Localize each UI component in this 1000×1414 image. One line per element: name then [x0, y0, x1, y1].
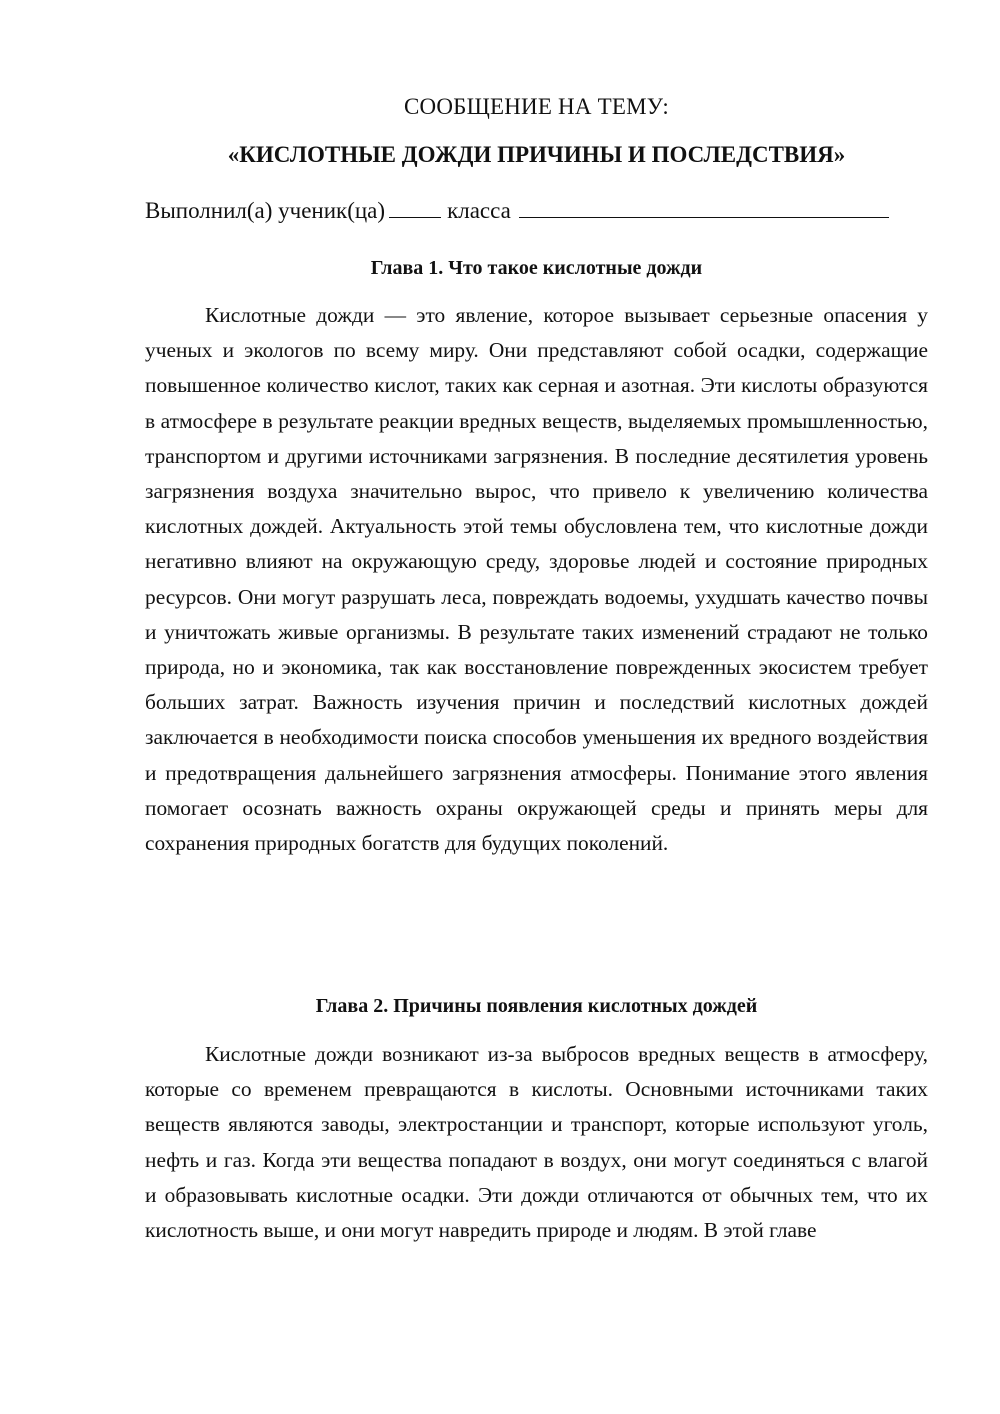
author-class-word: класса — [447, 198, 511, 223]
author-line — [145, 198, 928, 224]
chapter-1-title: Глава 1. Что такое кислотные дожди — [370, 257, 703, 279]
chapter-2-paragraph: Кислотные дожди возникают из-за выбросов вредных веществ в атмосферу, которые со временем превращаются в кислоты. Основными источниками таких веществ являются заводы, электростанции и транспорт, которые используют уголь, нефть и газ. Когда эти вещества попадают в воздух, они могут соединяться с влагой и образовывать кислотные осадки. Эти дожди отличаются от обычных тем, что их кислотность выше, и они могут навредить природе и людям. В этой главе — [145, 1042, 928, 1243]
author-prefix: Выполнил(а) ученик(ца) — [145, 198, 386, 223]
chapter-2-title: Глава 2. Причины появления кислотных дождей — [315, 995, 758, 1017]
chapter-1-paragraph: Кислотные дожди — это явление, которое вызывает серьезные опасения у ученых и экологов по всему миру. Они представляют собой осадки, содержащие повышенное количество кислот, таких как серная и азотная. Эти кислоты образуются в атмосфере в результате реакции вредных веществ, выделяемых промышленностью, транспортом и другими источниками загрязнения. В последние десятилетия уровень загрязнения воздуха значительно вырос, что привело к увеличению количества кислотных дождей. Актуальность этой темы обусловлена тем, что кислотные дожди негативно влияют на окружающую среду, здоровье людей и состояние природных ресурсов. Они могут разрушать леса, повреждать водоемы, ухудшать качество почвы и уничтожать живые организмы. В результате таких изменений страдают не только природа, но и экономика, так как восстановление поврежденных экосистем требует больших затрат. Важность изучения причин и последствий кислотных дождей заключается в необходимости поиска способов уменьшения их вредного воздействия и предотвращения дальнейшего загрязнения атмосферы. Понимание этого явления помогает осознать важность охраны окружающей среды и принять меры для сохранения природных богатств для будущих поколений. — [145, 303, 928, 856]
class-number-blank — [389, 199, 441, 218]
document-header-line1: СООБЩЕНИЕ НА ТЕМУ: — [404, 94, 669, 119]
document-title: «КИСЛОТНЫЕ ДОЖДИ ПРИЧИНЫ И ПОСЛЕДСТВИЯ» — [227, 142, 846, 167]
author-name-blank — [519, 199, 889, 218]
